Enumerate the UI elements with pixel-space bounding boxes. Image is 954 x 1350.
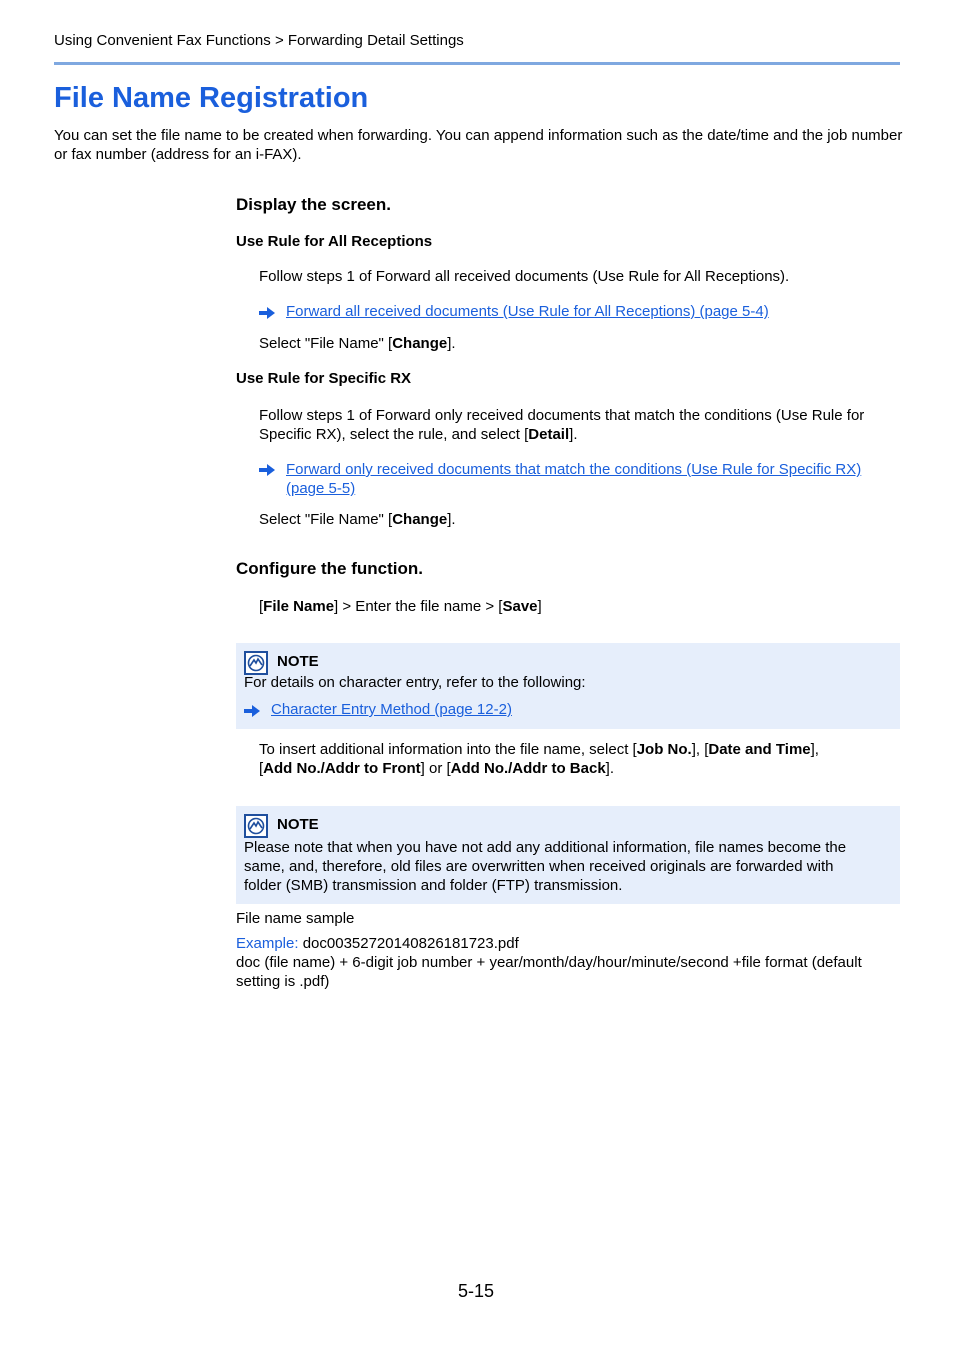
specific-rx-text: Follow steps 1 of Forward only received documents that match the conditions (Use Rule for Specific RX), select the rule, and select [Detail]. — [259, 407, 865, 443]
example-label: Example: — [236, 935, 299, 952]
specific-rx-heading: Use Rule for Specific RX — [236, 370, 412, 387]
step1-heading: Display the screen. — [236, 195, 391, 214]
intro-paragraph: You can set the file name to be created when forwarding. You can append information such as the date/time and the job number or fax number (address for an i-FAX). — [54, 127, 903, 163]
step2-heading: Configure the function. — [236, 559, 423, 578]
specific-rx-select: Select "File Name" [Change]. — [259, 511, 456, 528]
breadcrumb: Using Convenient Fax Functions > Forwarding Detail Settings — [54, 32, 464, 49]
file-name-sample: Example: doc00352720140826181723.pdf doc (file name) + 6-digit job number + year/month/day/hour/minute/second +file format (default setting is .pdf) — [236, 935, 862, 990]
arrow-right-icon — [244, 705, 260, 717]
note-label: NOTE — [277, 653, 319, 670]
page-number: 5-15 — [458, 1281, 495, 1301]
note-text: Please note that when you have not add any additional information, file names become the same, and, therefore, old files are overwritten when received originals are forwarded with folder (SMB) transmission and folder (FTP) transmission. — [244, 839, 847, 894]
file-name-sample-label: File name sample — [236, 910, 355, 927]
arrow-right-icon — [259, 307, 275, 319]
link-forward-matching-conditions[interactable]: Forward only received documents that match the conditions (Use Rule for Specific RX) (page 5-5) — [286, 461, 862, 497]
link-forward-all-received[interactable]: Forward all received documents (Use Rule for All Receptions) (page 5-4) — [286, 303, 769, 320]
all-receptions-heading: Use Rule for All Receptions — [236, 233, 433, 250]
note-label: NOTE — [277, 816, 319, 833]
note-text: For details on character entry, refer to the following: — [244, 674, 586, 691]
page-title: File Name Registration — [54, 82, 369, 114]
note-hand-icon — [244, 814, 268, 838]
note-hand-icon — [244, 651, 268, 675]
all-receptions-text: Follow steps 1 of Forward all received documents (Use Rule for All Receptions). — [259, 268, 790, 285]
insert-info-text: To insert additional information into the file name, select [Job No.], [Date and Time], [Add No./Addr to Front] or [Add No./Addr to Back]. — [259, 741, 819, 777]
link-character-entry-method[interactable]: Character Entry Method (page 12-2) — [271, 701, 512, 718]
arrow-right-icon — [259, 464, 275, 476]
all-receptions-select: Select "File Name" [Change]. — [259, 335, 456, 352]
configure-instruction: [File Name] > Enter the file name > [Save] — [259, 598, 542, 615]
header-rule — [54, 62, 900, 65]
